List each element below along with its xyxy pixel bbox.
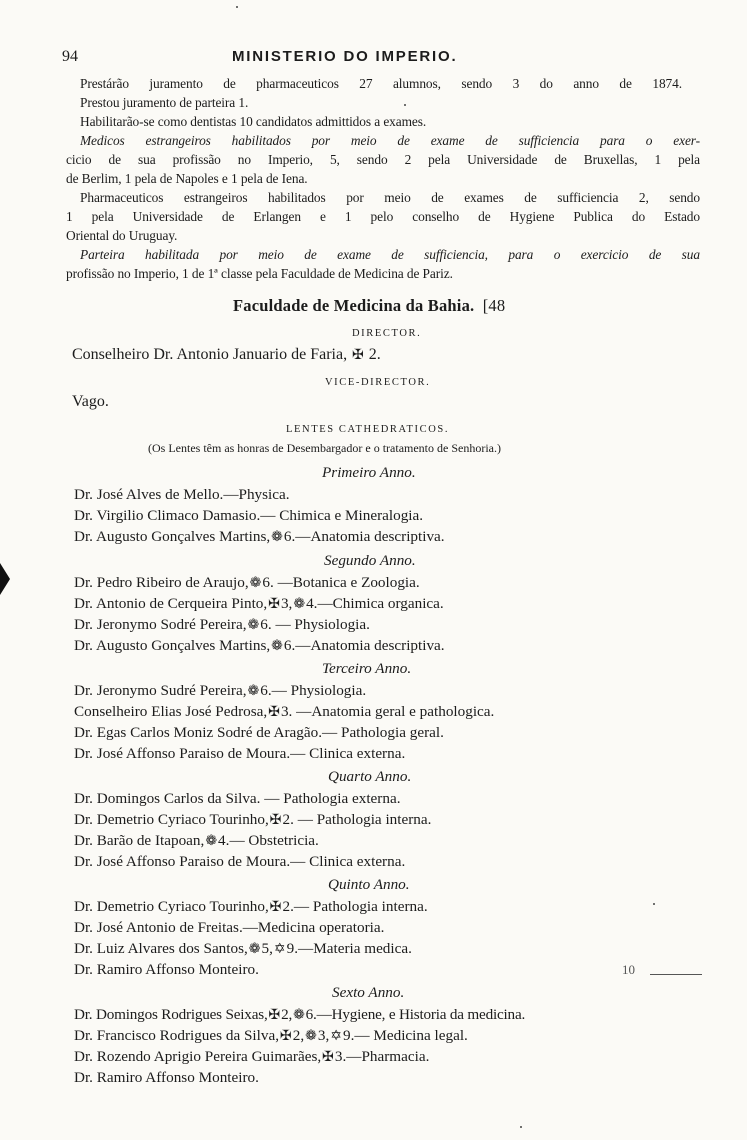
director-label: DIRECTOR. — [352, 328, 422, 339]
list-item: Dr. Demetrio Cyriaco Tourinho,✠2.— Pathologia interna. — [74, 898, 428, 915]
rose-icon: ❁ — [305, 1028, 317, 1044]
vice-director-value: Vago. — [72, 393, 109, 410]
scan-speck — [404, 104, 406, 106]
list-item: Dr. José Alves de Mello.—Physica. — [74, 486, 290, 503]
list-item: Dr. Augusto Gonçalves Martins,❁6.—Anatomia descriptiva. — [74, 528, 445, 545]
list-item: Dr. Egas Carlos Moniz Sodré de Aragão.— Pathologia geral. — [74, 724, 444, 741]
list-item: Dr. Rozendo Aprigio Pereira Guimarães,✠3.—Pharmacia. — [74, 1048, 430, 1065]
year-heading: Segundo Anno. — [324, 552, 416, 569]
list-item: Dr. Francisco Rodrigues da Silva,✠2,❁3,✡9.— Medicina legal. — [74, 1027, 468, 1044]
intro-line: Parteira habilitada por meio de exame de sufficiencia, para o exercicio de sua — [80, 247, 700, 262]
cross-icon: ✠ — [352, 347, 364, 363]
rose-icon: ❁ — [248, 941, 261, 957]
year-heading: Terceiro Anno. — [322, 660, 412, 677]
section-title-text: Faculdade de Medicina da Bahia. — [233, 296, 475, 315]
binding-mark — [0, 563, 10, 595]
scan-speck — [520, 1126, 522, 1128]
list-item: Dr. Luiz Alvares dos Santos,❁5,✡9.—Materia medica. — [74, 940, 412, 957]
scan-speck — [653, 903, 655, 905]
list-item: Dr. José Antonio de Freitas.—Medicina operatoria. — [74, 919, 385, 936]
year-heading: Sexto Anno. — [332, 984, 405, 1001]
list-item: Conselheiro Elias José Pedrosa,✠3. —Anatomia geral e pathologica. — [74, 703, 495, 720]
running-head: MINISTERIO DO IMPERIO. — [232, 48, 458, 65]
intro-line: Prestárão juramento de pharmaceuticos 27 alumnos, sendo 3 do anno de 1874. — [80, 76, 682, 91]
cross-icon: ✠ — [269, 812, 282, 828]
list-item: Dr. Pedro Ribeiro de Araujo,❁6. —Botanica e Zoologia. — [74, 574, 420, 591]
cross-icon: ✠ — [269, 899, 282, 915]
rose-icon: ❁ — [247, 683, 260, 699]
cross-icon: ✠ — [268, 1007, 281, 1023]
rose-icon: ❁ — [293, 596, 306, 612]
list-item: Dr. Ramiro Affonso Monteiro. — [74, 1069, 259, 1086]
year-heading: Quinto Anno. — [328, 876, 410, 893]
list-item: Dr. Antonio de Cerqueira Pinto,✠3,❁4.—Chimica organica. — [74, 595, 444, 612]
rose-icon: ❁ — [271, 529, 283, 545]
rose-icon: ❁ — [293, 1007, 305, 1023]
lentes-label: LENTES CATHEDRATICOS. — [286, 424, 450, 435]
intro-line: de Berlim, 1 pela de Napoles e 1 pela de Iena. — [66, 171, 308, 186]
cross-icon: ✠ — [280, 1028, 292, 1044]
intro-line: Habilitarão-se como dentistas 10 candidatos admittidos a exames. — [80, 114, 427, 129]
list-item: Dr. Augusto Gonçalves Martins,❁6.—Anatomia descriptiva. — [74, 637, 445, 654]
section-title — [233, 296, 505, 316]
rose-icon: ❁ — [249, 575, 262, 591]
list-item: Dr. Domingos Rodrigues Seixas,✠2,❁6.—Hygiene, e Historia da medicina. — [74, 1006, 526, 1023]
page-number: 94 — [62, 48, 78, 65]
list-item: Dr. Barão de Itapoan,❁4.— Obstetricia. — [74, 832, 319, 849]
lentes-note: (Os Lentes têm as honras de Desembargador e o tratamento de Senhoria.) — [148, 441, 501, 455]
intro-line: profissão no Imperio, 1 de 1ª classe pela Faculdade de Medicina de Pariz. — [66, 266, 453, 281]
list-item: Dr. Virgilio Climaco Damasio.— Chimica e Mineralogia. — [74, 507, 424, 524]
intro-line: cicio de sua profissão no Imperio, 5, sendo 2 pela Universidade de Bruxellas, 1 pela — [66, 152, 700, 167]
rose-icon: ❁ — [271, 638, 283, 654]
cross-icon: ✠ — [268, 596, 280, 612]
rose-icon: ❁ — [247, 617, 260, 633]
intro-line: Pharmaceuticos estrangeiros habilitados por meio de exames de sufficiencia 2, sendo — [80, 190, 700, 205]
director-line: Conselheiro Dr. Antonio Januario de Faria, ✠ 2. — [72, 346, 381, 363]
star-icon: ✡ — [273, 941, 286, 957]
list-item: Dr. Jeronymo Sodré Pereira,❁6. — Physiologia. — [74, 616, 370, 633]
list-item: Dr. José Affonso Paraiso de Moura.— Clinica externa. — [74, 853, 406, 870]
year-heading: Quarto Anno. — [328, 768, 412, 785]
page-reference: [48 — [482, 296, 506, 315]
star-icon: ✡ — [330, 1028, 342, 1044]
list-item: Dr. Ramiro Affonso Monteiro. — [74, 961, 259, 978]
intro-line: Oriental do Uruguay. — [66, 228, 178, 243]
cross-icon: ✠ — [322, 1049, 334, 1065]
intro-line: Prestou juramento de parteira 1. — [80, 95, 249, 110]
list-item: Dr. Domingos Carlos da Silva. — Pathologia externa. — [74, 790, 401, 807]
margin-note: 10 — [622, 962, 635, 977]
cross-icon: ✠ — [268, 704, 280, 720]
margin-dash — [650, 974, 702, 975]
list-item: Dr. José Affonso Paraiso de Moura.— Clinica externa. — [74, 745, 406, 762]
scan-speck — [236, 6, 238, 8]
intro-line: 1 pela Universidade de Erlangen e 1 pelo conselho de Hygiene Publica do Estado — [66, 209, 700, 224]
rose-icon: ❁ — [205, 833, 218, 849]
year-heading: Primeiro Anno. — [322, 464, 416, 481]
intro-line: Medicos estrangeiros habilitados por meio de exame de sufficiencia para o exer- — [80, 133, 700, 148]
list-item: Dr. Jeronymo Sudré Pereira,❁6.— Physiologia. — [74, 682, 367, 699]
vice-director-label: VICE-DIRECTOR. — [325, 377, 431, 388]
list-item: Dr. Demetrio Cyriaco Tourinho,✠2. — Pathologia interna. — [74, 811, 432, 828]
